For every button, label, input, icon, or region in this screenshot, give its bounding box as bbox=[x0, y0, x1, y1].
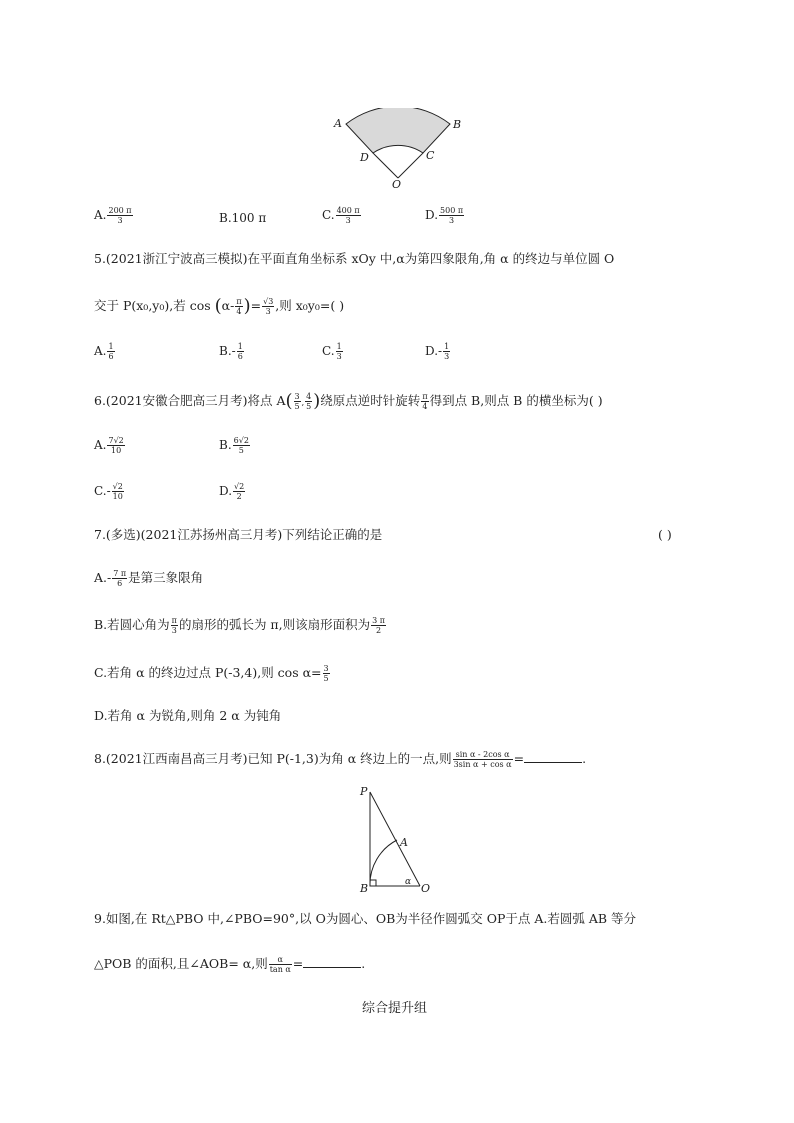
q9-line2: △POB 的面积,且∠AOB= α,则 $\frac{\alpha}{\text{tan α}}$ = . bbox=[94, 955, 366, 974]
q4-option-c: C. $\frac{400 \pi}{3}$ bbox=[322, 206, 360, 225]
label-A: A bbox=[334, 117, 342, 130]
q7-option-d: D.若角 α 为锐角,则角 2 α 为钝角 bbox=[94, 708, 282, 723]
q5-line1: 5.(2021浙江宁波高三模拟)在平面直角坐标系 xOy 中,α为第四象限角,角 α 的终边与单位圆 O bbox=[94, 251, 615, 266]
label-alpha: α bbox=[405, 877, 412, 887]
label-P: P bbox=[360, 785, 368, 798]
label-O: O bbox=[421, 882, 431, 895]
q9-answer-blank[interactable] bbox=[303, 955, 361, 968]
q6-option-b: B. $\frac{6√2}{5}$ bbox=[219, 436, 249, 455]
q5-option-c: C. $\frac{1}{3}$ bbox=[322, 342, 342, 361]
q5-line2: 交于 P(x₀,y₀),若 cos (α- $\frac{\pi}{4}$ )= $\frac{√3}{3}$ ,则 x₀y₀=( ) bbox=[94, 295, 345, 317]
label-B: B bbox=[360, 882, 369, 895]
q5-option-a: A. $\frac{1}{6}$ bbox=[94, 342, 114, 361]
q5-option-d: D.- $\frac{1}{3}$ bbox=[425, 342, 450, 361]
q4-option-d: D. $\frac{500 \pi}{3}$ bbox=[425, 206, 464, 225]
q7-stem: 7.(多选)(2021江苏扬州高三月考)下列结论正确的是 bbox=[94, 527, 383, 542]
label-C: C bbox=[426, 149, 435, 162]
label-A: A bbox=[400, 836, 408, 849]
q6-stem: 6.(2021安徽合肥高三月考)将点 A( $\frac{3}{5}$ , $\frac{4}{5}$ )绕原点逆时针旋转 $\frac{\pi}{4}$ 得到点 B,则点 B 的横坐标为( ) bbox=[94, 390, 603, 412]
shaded-annulus bbox=[346, 108, 450, 153]
label-D: D bbox=[360, 151, 369, 164]
q6-option-c: C.- $\frac{√2}{10}$ bbox=[94, 482, 123, 501]
triangle-figure bbox=[358, 784, 438, 896]
q6-option-a: A. $\frac{7√2}{10}$ bbox=[94, 436, 124, 455]
q4-option-b: B.100 π bbox=[219, 211, 267, 225]
arc-AB bbox=[370, 840, 397, 886]
q7-option-b: B.若圆心角为 $\frac{\pi}{3}$ 的扇形的弧长为 π,则该扇形面积为 $\frac{3 \pi}{2}$ bbox=[94, 616, 385, 635]
q8-answer-blank[interactable] bbox=[524, 750, 582, 763]
q4-option-a: A. $\frac{200 \pi}{3}$ bbox=[94, 206, 132, 225]
q6-option-d: D. $\frac{√2}{2}$ bbox=[219, 482, 245, 501]
label-O: O bbox=[392, 178, 402, 190]
section-title: 综合提升组 bbox=[362, 1001, 428, 1016]
q7-option-c: C.若角 α 的终边过点 P(-3,4),则 cos α= $\frac{3}{5}$ bbox=[94, 664, 329, 683]
q8-stem: 8.(2021江西南昌高三月考)已知 P(-1,3)为角 α 终边上的一点,则 $\frac{\text{sin α - 2cos α}}{\text{3sin α + cos α}}$ = . bbox=[94, 750, 587, 769]
q9-line1: 9.如图,在 Rt△PBO 中,∠PBO=90°,以 O为圆心、OB为半径作圆弧交 OP于点 A.若圆弧 AB 等分 bbox=[94, 911, 637, 926]
label-B: B bbox=[453, 118, 462, 131]
q5-option-b: B.- $\frac{1}{6}$ bbox=[219, 342, 243, 361]
q7-option-a: A.- $\frac{7 \pi}{6}$ 是第三象限角 bbox=[94, 569, 204, 588]
q7-answer-paren: ( ) bbox=[658, 527, 672, 542]
sector-figure bbox=[330, 108, 470, 190]
